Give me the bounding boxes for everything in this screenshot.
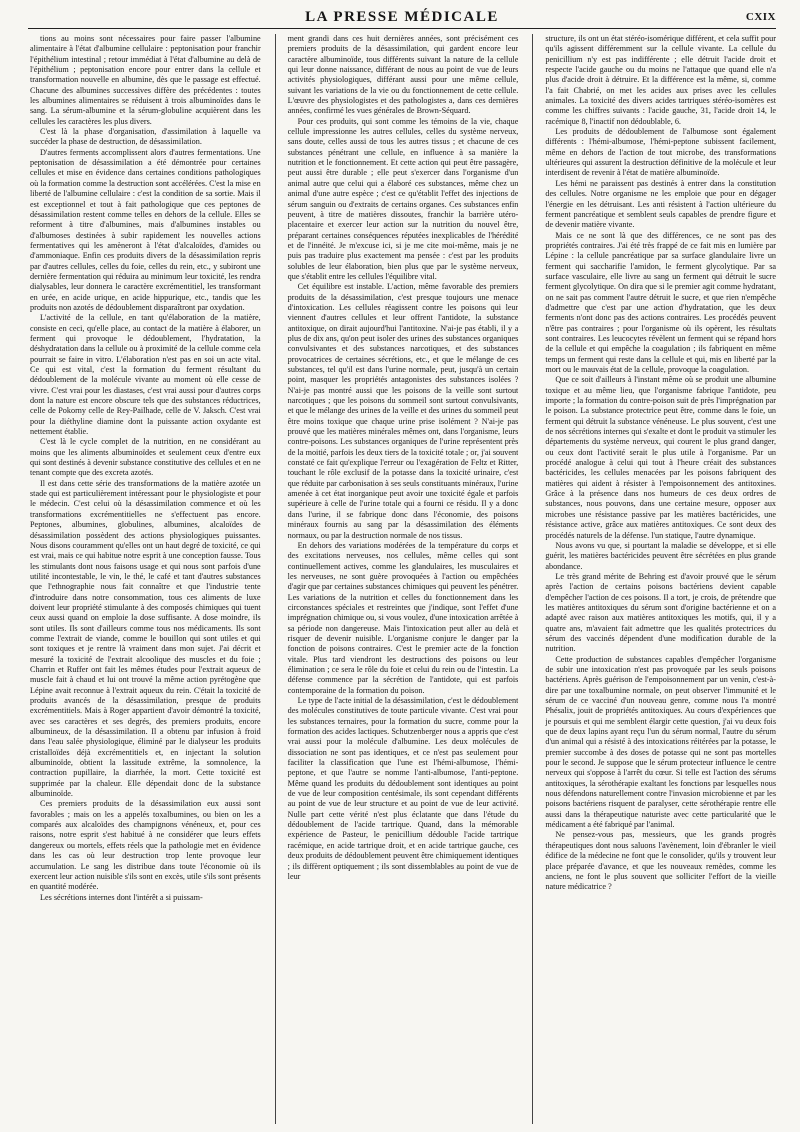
page-number: CXIX: [745, 11, 776, 23]
paragraph: En dehors des variations modérées de la température du corps et des excitations nerveuses, nos cellules, même celles qui sont continuellement actives, comme les glandulaires, les musculaires et les nerveuses, ne sont guère provoquées à l'action ou empêchées d'agir que par certaines substances chimiques qui peuvent les pénétrer. Les variations de la nutrition et celles du fonctionnement dans les circonstances spéciales et restreintes que j'indique, sont l'effet d'une imprégnation chimique ou, si vous voulez, d'une intoxication arrêtée à sa période non dangereuse. Mais l'intoxication peut aller au delà et risquer de devenir nuisible. L'organisme conjure le danger par la fonction de poisons contraires. C'est le premier acte de la fonction vitale. Plus tard viendront les destructions des poisons ou leur élimination ; ce sera le rôle du foie et celui du rein ou de l'intestin. La défense commence par la sécrétion de l'antidote, qui est parfois contemporaine de la formation du poison.: [287, 540, 519, 695]
column-1: [30, 34, 261, 1124]
paragraph: D'autres ferments accomplissent alors d'autres fermentations. Une peptonisation de désassimilation a été démontrée pour certaines cellules et mise en évidence dans certaines conditions pathologiques où la formation comme la destruction sont accélérées. C'est la mise en liberté de l'albumine cellulaire : c'est la condition de sa sortie. Mais il est exceptionnel et tout à fait pathologique que ces peptones de désassimilation restent comme telles en dehors de la cellule. Elles se reforment à titre d'albumines, mais d'albumines instables ou d'albumoses destinées à subir rapidement les nouvelles actions fermentatives qui les amèneront à l'état d'alcaloïdes, d'amides ou d'ammoniaque. Enfin ces produits divers de la désassimilation repris par d'autres cellules, celles du foie, celles du rein, etc., y subiront une dernière fermentation qui réduira au minimum leur toxicité, les rendra dialysables, leur donnera le caractère excrémentitiel, les transformant en urée, en acide urique, en acide hippurique, etc., tandis que les produits non azotés de dédoublement disparaîtront par oxydation.: [30, 147, 261, 312]
paragraph: ment grandi dans ces huit dernières années, sont précisément ces premiers produits de la désassimilation, qui gardent encore leur caractère albuminoïde, tous différents suivant la nature de la cellule qui leur donne naissance, différant de nous au point de vue de leurs activités physiologiques, différant aussi pour une même cellule, suivant les variations de la vie ou du fonctionnement de cette cellule. L'œuvre des physiologistes et des pathologistes a, dans ces dernières années, confirmé les vues générales de Brown-Séquard.: [287, 34, 519, 116]
paragraph: Mais ce ne sont là que des différences, ce ne sont pas des propriétés contraires. J'ai été très frappé de ce fait mis en lumière par Lépine : la cellule pancréatique par sa surface glandulaire livre un ferment qui saccharifie l'amidon, le ferment glycolytique. Par sa surface vasculaire, elle livre au sang un ferment qui détruit le sucre ferment glycolytique. On dira que si le premier agit comme hydratant, on ne sait pas comment l'autre détruit le sucre, et que rien n'empêche d'admettre que c'est par une action d'hydratation, que les deux ferments n'ont donc pas des actions contraires. Les procédés peuvent n'être pas contraires ; pour l'organisme où ils opèrent, les résultats sont contraires. Les leucocytes révèlent un ferment qui se répand hors de la cellule et qui empêche la coagulation ; ils fabriquent en même temps un ferment qui reste dans la cellule et qui, mis en liberté par la mort ou le mauvais état de la cellule, provoque la coagulation.: [545, 230, 777, 374]
paragraph: Que ce soit d'ailleurs à l'instant même où se produit une albumine toxique et au même lieu, que l'organisme fabrique l'antidote, peu importe ; la formation du contre-poison suit de près l'imprégnation par le poison. La substance protectrice peut être, comme dans le foie, un ferment qui détruit la substance vénéneuse. Le plus souvent, c'est une de nos sécrétions internes qui s'exalte et dont le produit va stimuler les départements du système nerveux, qui courent le plus grand danger, ou ceux dont l'activité serait le plus utile à l'organisme. Par un procédé analogue à celui qui tout à l'heure créait des substances bactéricides, les cellules menacées par les poisons fabriquent des matières qui aident à résister à l'empoisonnement des antitoxines. Grâce à la présence dans nos humeurs de ces deux ordres de substances, nous pouvons, dans une certaine mesure, opposer aux microbes une résistance passive par les matières bactéricides, une résistance active, grâce aux matières antitoxiques. Ce sont deux des procédés naturels de la défense. l'un statique, l'autre dynamique.: [545, 375, 777, 540]
paragraph: Ne pensez-vous pas, messieurs, que les grands progrès thérapeutiques dont nous saluons l'avènement, loin d'ébranler le vieil édifice de la médecine ne font que le consolider, qu'ils y trouvent leur place préparée d'avance, et que les nouveaux remèdes, comme les anciens, ne font le plus souvent que solliciter l'effort de la vieille nature médicatrice ?: [545, 830, 777, 892]
running-header: [28, 6, 776, 29]
paragraph: Il est dans cette série des transformations de la matière azotée un stade qui est particulièrement intéressant pour le physiologiste et pour le médecin. C'est celui où la désassimilation commence et où les transformations excrémentitielles ne s'effectuent pas encore. Peptones, albumines, globulines, albumines, alcaloïdes de désassimilation possèdent des actions physiologiques puissantes. Nous disons couramment qu'elles ont un haut degré de toxicité, ce qui est vrai, mais ce qui habitue notre esprit à une conception fausse. Tous les stimulants dont nous faisons usage et qui nous sont parfois d'une utilité incontestable, le vin, le thé, le café et tant d'autres substances que l'ethnographie nous fait connaître et que l'industrie tente d'introduire dans notre consommation, tous ces aliments de luxe doivent leur propriété stimulante à des composés chimiques qui tuent ceux aussi quand on emploie la dose suffisante. A dose moindre, ils sont utiles. Ils sont d'ailleurs comme tous nos médicaments. Ils sont comme l'extrait de viande, comme le bouillon qui sont utiles et qui sont toxiques et je rentre là vraiment dans mon sujet. J'ai décrit et mesuré la toxicité de l'extrait alcoolique des muscles et du foie ; Charrin et Ruffer ont fait les mêmes études pour l'extrait aqueux de muscle fait à chaud et lui ont trouvé la même action pyrétogène que Lépine avait reconnue à l'extrait aqueux du rein. C'était la toxicité de produits avancés de la désassimilation, presque de produits excrémentitiels. Mais à Roger appartient d'avoir démontré la toxicité, avec ses caractères et ses degrés, des premiers produits, encore albumineux, de la désassimilation. Il a obtenu par infusion à froid dans l'eau salée physiologique, éliminé par le dialyseur les produits cristalloïdes déjà excrémentitiels et, en injectant la solution albuminoïde, obtient la lassitude extrême, la somnolence, la contraction pupillaire, la diarrhée, la mort. Cette toxicité est supprimée par la chaleur. Elle dépendait donc de la substance albuminoïde.: [30, 478, 261, 799]
paragraph: Cette production de substances capables d'empêcher l'organisme de subir une intoxication n'est pas provoquée par les seuls poisons bactériens. Après guérison de l'empoisonnement par un venin, c'est-à-dire par une toxalbumine normale, on peut observer l'immunité et le sérum de ce vacciné d'un nouveau genre, comme nous l'a montré Phésalix, jouit de propriétés antitoxiques. Au cours d'expériences que je poursuis et qui me semblent élargir cette question, j'ai vu deux fois que de deux lapins ayant reçu l'un du sérum normal, l'autre du sérum d'un animal qui a résisté à des intoxications réitérées par la potasse, le premier succombe à des doses de potasse qui ne sont pas mortelles pour le second. Je suppose que le sérum protecteur influence le centre nerveux qui s'oppose à l'arrêt du cœur. Si telle est l'action des sérums antitoxiques, la sérothérapie exaltant les fonctions par lesquelles nous nous défendons naturellement contre l'invasion microbienne et par les poisons bactériens risquent de paralyser, cette sérothérapie rentre elle aussi dans la thérapeutique naturiste avec cette particularité que le médicament a été fabriqué par l'animal.: [545, 654, 777, 830]
paragraph: Le très grand mérite de Behring est d'avoir prouvé que le sérum après l'action de certains poisons bactériens devient capable d'empêcher l'action de ces poisons. Il a tort, je crois, de prétendre que les matières antitoxiques du sérum sont d'origine bactérienne et on a adapté avec raison aux matières antitoxiques les motifs, qui, il y a quatre ans, m'avaient fait admettre que les qualités protectrices du sérum des vaccinés dépendent d'une modification durable de la nutrition.: [545, 571, 777, 654]
paragraph: Le type de l'acte initial de la désassimilation, c'est le dédoublement des molécules constitutives de toute particule vivante. C'est vrai pour les substances ternaires, pour la formation du sucre, comme pour la formation des acides lactiques. Schutzenberger nous a appris que c'est vrai aussi pour la molécule d'albumine. Les deux molécules de dissociation ne sont pas identiques, et ce n'est pas seulement pour faciliter la classification que l'une est l'hémi-albumose, l'hémi-peptone, et que l'autre se nomme l'anti-albumose, l'anti-peptone. Même quand les produits du dédoublement sont identiques au point de vue de leur composition centésimale, ils sont cependant différents au point de vue de leur structure et au point de vue de leur activité. Nulle part cette vérité n'est plus éclatante que dans l'étude du dédoublement de l'acide tartrique. Quand, dans la mémorable expérience de Pasteur, le penicillium dédouble l'acide tartrique racémique, en acide tartrique droit, et en acide tartrique gauche, ces deux produits de dédoublement peuvent être chimiquement identiques ; ils diffèrent optiquement ; ils sont dissemblables au point de vue de leur: [287, 696, 519, 881]
paragraph: tions au moins sont nécessaires pour faire passer l'albumine alimentaire à l'état d'albumine cellulaire : peptonisation pour franchir l'épithélium intestinal ; retour immédiat à l'état d'albumine au delà de l'épithélium ; peptonisation encore pour entrer dans la cellule et transformation nouvelle en albumine, dès que le passage est effectué. Chacune des albumines successives diffère des précédentes : toutes les albumines alimentaires se réduisent à trois albuminoïdes dans le sang. La sérum-albumine et la sérum-globuline acquièrent dans les cellules les caractères les plus divers.: [30, 34, 261, 126]
paragraph: Pour ces produits, qui sont comme les témoins de la vie, chaque cellule impressionne les autres cellules, celles du système nerveux, sans doute, celles aussi de tous les autres tissus ; et chacune de ces substances pénétrant une cellule, en influence à sa manière la nutrition et le fonctionnement. Et cette action qui peut être passagère, peut aussi être durable ; elle peut s'exercer dans l'organisme d'un animal autre que celui qui a élaboré ces substances, même chez un animal d'une autre espèce ; c'est ce qu'établit l'effet des injections de sérum sanguin ou d'extraits de certains organes. Ces substances enfin peuvent, à titre de matières dissoutes, franchir la barrière utéro-placentaire et exercer leur action sur la nutrition du nouvel être, préparant certaines conséquences réputées inexplicables de l'hérédité et de l'innéité. Je m'excuse ici, si je me cite moi-même, mais je ne puis pas traduire plus exactement ma pensée : c'est par les produits solubles de leur élaboration, bien plus que par le système nerveux, que s'établit entre les cellules l'équilibre vital.: [287, 116, 519, 281]
journal-title: LA PRESSE MÉDICALE: [305, 8, 499, 25]
paragraph: Les sécrétions internes dont l'intérêt a si puissam-: [40, 892, 203, 902]
column-2: [275, 34, 519, 1124]
paragraph: C'est là le cycle complet de la nutrition, en ne considérant au moins que les aliments albuminoïdes et seulement ceux d'entre eux qui sont destinés à devenir substance constitutive des cellules et en ne tenant compte que des excreta azotés.: [30, 437, 261, 478]
paragraph: Cet équilibre est instable. L'action, même favorable des premiers produits de la désassimilation, c'est presque toujours une menace d'intoxication. Les cellules réagissent contre les poisons qui leur viennent d'autres cellules et leur offrent l'antidote, la substance antitoxique, on dirait aujourd'hui l'antitoxine. N'ai-je pas établi, il y a plus de dix ans, qu'on peut isoler des urines des substances organiques convulsivantes et des substances narcotiques, et des substances provocatrices de certaines sécrétions, etc., et que le mélange de ces substances, tel qu'il est dans l'urine normale, peut, jusqu'à un certain point, masquer les propriétés antagonistes des substances isolées ? N'ai-je pas montré aussi que les poisons de la veille sont surtout narcotiques ; que les poisons du sommeil sont surtout convulsivants, et que le mélange des urines de la veille et des urines du sommeil peut être moins toxique que chaque urine prise isolément ? N'ai-je pas prouvé que les matières minérales mêmes ont, dans l'organisme, leurs contre-poisons. Les substances organiques de l'urine représentent près de la moitié, parfois les deux tiers de la toxicité totale ; or, j'ai souvent constaté ce fait qu'explique l'erreur ou l'exagération de Feltz et Ritter, touchant le rôle exclusif de la potasse dans la toxicité urinaire, c'est que réduite par carbonisation à ses seuls constituants minéraux, l'urine amenée à cet état inorganique peut avoir une toxicité égale et parfois supérieure à celle de l'urine totale qui a fourni ce résidu. Il y a donc dans l'urine, il se fabrique donc dans l'économie, des poisons minéraux fournis au sang par la désassimilation des éléments normaux, ou par la destruction normale de nos tissus.: [287, 282, 519, 540]
paragraph: Les produits de dédoublement de l'albumose sont également différents : l'hémi-albumose, l'hémi-peptone subissent facilement, même en dehors de l'action de tout microbe, des transformations ultérieures qui assurent la destruction définitive de la molécule et leur interdisent de revenir à l'état de matière albuminoïde.: [545, 127, 777, 178]
paragraph: Ces premiers produits de la désassimilation eux aussi sont favorables ; mais on les a appelés toxalbumines, ou bien on les a comparés aux alcaloïdes des champignons vénéneux, et, pour ces raisons, notre esprit s'est habitué à ne considérer que leurs effets dangereux ou mortels, effets réels que la pathologie met en évidence dans les cas où leur destruction trop lente provoque leur accumulation. Le sang les distribue dans toute l'économie où ils exercent leur action nuisible s'ils sont en excès, utile s'ils sont présents en quantité modérée.: [30, 799, 261, 892]
column-3: [532, 34, 776, 1124]
text-columns: [30, 34, 776, 1124]
paragraph: Nous avons vu que, si pourtant la maladie se développe, et si elle guérit, les matières bactéricides peuvent être sécrétées en plus grande abondance.: [545, 540, 777, 571]
paragraph: Les hémi ne paraissent pas destinés à entrer dans la constitution des cellules. Notre organisme ne les emploie que pour en dégager l'énergie en les détruisant. Les anti résistent à l'action ultérieure du ferment pancréatique et semblent seuls capables de prendre figure et de devenir matière vivante.: [545, 178, 777, 230]
paragraph: structure, ils ont un état stéréo-isomérique différent, et cela suffit pour qu'ils agissent différemment sur la cellule vivante. La cellule du penicillium n'y est pas indifférente ; elle détruit l'acide droit et respecte l'acide gauche ou du moins ne l'attaque que quand elle n'a plus d'acide droit à détruire. Et la différence est la même, si, comme l'a fait Chabrié, on met les acides aux prises avec les cellules animales. La toxicité des divers acides tartriques stéréo-isomères est comme les chiffres suivants : l'acide gauche, 31, l'acide droit 14, le racémique 8, l'inactif non dédoublable, 6.: [545, 34, 777, 126]
paragraph: C'est là la phase d'organisation, d'assimilation à laquelle va succéder la phase de destruction, de désassimilation.: [30, 127, 261, 147]
paragraph: L'activité de la cellule, en tant qu'élaboration de la matière, consiste en ceci, qu'elle place, au contact de la matière à élaborer, un ferment qui provoque le dédoublement, l'hydratation, la déshydratation dans la cellule ou à proximité de la cellule comme cela pourrait se faire in vitro. L'élaboration n'est pas en soi un acte vital. Ce qui est vital, c'est la formation du ferment résultant du dédoublement de la molécule vivante au moment où elle cesse de vivre. C'est vrai pour les diastases, c'est vrai aussi pour d'autres corps dont la nature est encore obscure tels que des substances réductrices, celle de Pokorny celle de Rey-Pailhade, celle de V. Jaksch. C'est vrai pour la diéthyline diamine dont la puissante action oxydante est nettement établie.: [30, 313, 261, 437]
